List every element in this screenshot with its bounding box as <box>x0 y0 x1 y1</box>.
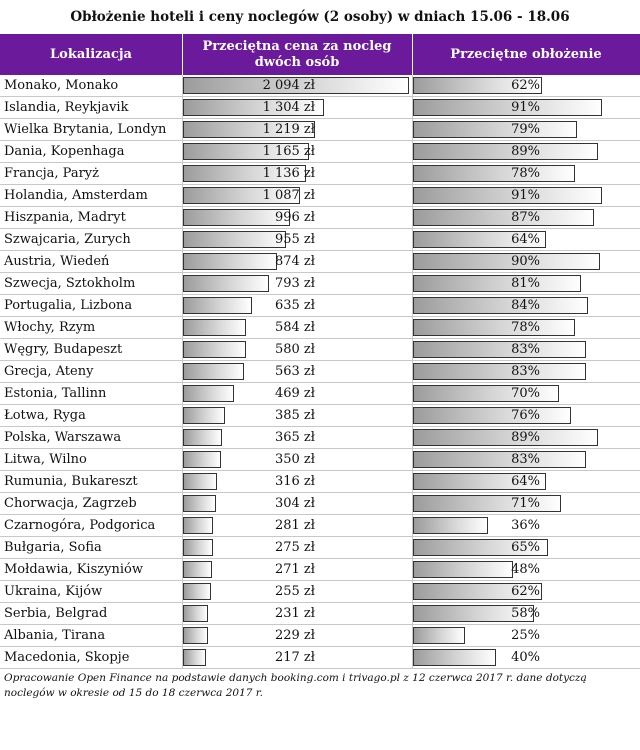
price-value-label: 874 zł <box>274 254 315 269</box>
location-label: Portugalia, Lizbona <box>4 298 133 313</box>
occupancy-value-label: 48% <box>511 562 540 577</box>
table-row <box>0 273 640 295</box>
table-row <box>0 647 640 669</box>
source-note: Opracowanie Open Finance na podstawie danych booking.com i trivago.pl z 12 czerwca 2017 r. dane dotyczą noclegów w okresie od 15 do 18 czerwca 2017 r. <box>4 672 587 699</box>
location-label: Szwajcaria, Zurych <box>4 232 131 247</box>
table-row <box>0 163 640 185</box>
table-row <box>0 75 640 97</box>
location-label: Rumunia, Bukareszt <box>4 474 138 489</box>
occupancy-value-label: 83% <box>511 342 540 357</box>
occupancy-value-label: 90% <box>511 254 540 269</box>
location-label: Wielka Brytania, Londyn <box>4 122 167 137</box>
occupancy-value-label: 84% <box>511 298 540 313</box>
occupancy-value-label: 70% <box>511 386 540 401</box>
location-label: Mołdawia, Kiszyniów <box>4 562 143 577</box>
price-value-label: 231 zł <box>274 606 315 621</box>
price-value-label: 1 136 zł <box>262 166 315 181</box>
table-body <box>0 75 640 669</box>
location-label: Austria, Wiedeń <box>4 254 110 269</box>
table-row <box>0 581 640 603</box>
location-label: Serbia, Belgrad <box>4 606 108 621</box>
occupancy-value-label: 65% <box>511 540 540 555</box>
occupancy-value-label: 81% <box>511 276 540 291</box>
location-label: Grecja, Ateny <box>4 364 94 379</box>
table-row <box>0 141 640 163</box>
price-value-label: 275 zł <box>274 540 315 555</box>
occupancy-value-label: 62% <box>511 584 540 599</box>
table-row <box>0 119 640 141</box>
price-value-label: 271 zł <box>274 562 315 577</box>
occupancy-value-label: 62% <box>511 78 540 93</box>
table-row <box>0 537 640 559</box>
table-row <box>0 449 640 471</box>
price-value-label: 1 087 zł <box>262 188 315 203</box>
table-row <box>0 317 640 339</box>
location-label: Łotwa, Ryga <box>4 408 86 423</box>
price-value-label: 996 zł <box>274 210 315 225</box>
location-label: Polska, Warszawa <box>4 430 122 445</box>
location-label: Włochy, Rzym <box>4 320 96 335</box>
occupancy-value-label: 78% <box>511 320 540 335</box>
price-value-label: 2 094 zł <box>262 78 315 93</box>
table-row <box>0 185 640 207</box>
occupancy-value-label: 91% <box>511 188 540 203</box>
price-value-label: 1 304 zł <box>262 100 315 115</box>
header-occupancy: Przeciętne obłożenie <box>450 46 602 62</box>
location-label: Albania, Tirana <box>4 628 106 643</box>
location-label: Litwa, Wilno <box>4 452 87 467</box>
occupancy-value-label: 58% <box>511 606 540 621</box>
price-value-label: 304 zł <box>274 496 315 511</box>
occupancy-value-label: 64% <box>511 474 540 489</box>
header-location: Lokalizacja <box>50 46 132 62</box>
table-row <box>0 515 640 537</box>
price-value-label: 255 zł <box>274 584 315 599</box>
occupancy-value-label: 83% <box>511 364 540 379</box>
column-divider <box>412 75 413 669</box>
chart-title: Obłożenie hoteli i ceny noclegów (2 osoby) w dniach 15.06 - 18.06 <box>70 9 570 25</box>
location-label: Estonia, Tallinn <box>4 386 107 401</box>
table-row <box>0 427 640 449</box>
price-value-label: 469 zł <box>274 386 315 401</box>
occupancy-value-label: 79% <box>511 122 540 137</box>
header-divider <box>182 34 183 75</box>
price-value-label: 229 zł <box>274 628 315 643</box>
location-label: Dania, Kopenhaga <box>4 144 125 159</box>
table-row <box>0 471 640 493</box>
table-row <box>0 207 640 229</box>
location-label: Holandia, Amsterdam <box>4 188 148 203</box>
price-value-label: 793 zł <box>274 276 315 291</box>
table-row <box>0 97 640 119</box>
price-value-label: 584 zł <box>274 320 315 335</box>
table-row <box>0 559 640 581</box>
occupancy-value-label: 71% <box>511 496 540 511</box>
occupancy-value-label: 40% <box>511 650 540 665</box>
column-divider <box>182 75 183 669</box>
occupancy-value-label: 91% <box>511 100 540 115</box>
table-row <box>0 383 640 405</box>
location-label: Ukraina, Kijów <box>4 584 103 599</box>
price-value-label: 350 zł <box>274 452 315 467</box>
price-value-label: 635 zł <box>274 298 315 313</box>
price-value-label: 217 zł <box>274 650 315 665</box>
occupancy-value-label: 36% <box>511 518 540 533</box>
price-value-label: 1 219 zł <box>262 122 315 137</box>
location-label: Francja, Paryż <box>4 166 100 181</box>
occupancy-value-label: 64% <box>511 232 540 247</box>
price-value-label: 281 zł <box>274 518 315 533</box>
table-row <box>0 339 640 361</box>
location-label: Islandia, Reykjavik <box>4 100 129 115</box>
location-label: Chorwacja, Zagrzeb <box>4 496 137 511</box>
price-value-label: 365 zł <box>274 430 315 445</box>
price-value-label: 1 165 zł <box>262 144 315 159</box>
location-label: Szwecja, Sztokholm <box>4 276 136 291</box>
price-value-label: 316 zł <box>274 474 315 489</box>
price-value-label: 563 zł <box>274 364 315 379</box>
location-label: Monako, Monako <box>4 78 119 93</box>
occupancy-value-label: 78% <box>511 166 540 181</box>
occupancy-value-label: 25% <box>511 628 540 643</box>
table-row <box>0 295 640 317</box>
location-label: Hiszpania, Madryt <box>4 210 126 225</box>
table-row <box>0 603 640 625</box>
header-price: Przeciętna cena za nocleg dwóch osób <box>202 38 392 70</box>
occupancy-value-label: 87% <box>511 210 540 225</box>
occupancy-value-label: 76% <box>511 408 540 423</box>
location-label: Macedonia, Skopje <box>4 650 130 665</box>
occupancy-value-label: 83% <box>511 452 540 467</box>
price-value-label: 580 zł <box>274 342 315 357</box>
occupancy-value-label: 89% <box>511 430 540 445</box>
table-row <box>0 625 640 647</box>
price-value-label: 385 zł <box>274 408 315 423</box>
header-divider <box>412 34 413 75</box>
table-row <box>0 405 640 427</box>
location-label: Węgry, Budapeszt <box>4 342 123 357</box>
location-label: Czarnogóra, Podgorica <box>4 518 156 533</box>
price-value-label: 955 zł <box>274 232 315 247</box>
table-header <box>0 34 640 75</box>
occupancy-value-label: 89% <box>511 144 540 159</box>
table-row <box>0 229 640 251</box>
location-label: Bułgaria, Sofia <box>4 540 102 555</box>
table-row <box>0 493 640 515</box>
table-row <box>0 361 640 383</box>
table-row <box>0 251 640 273</box>
